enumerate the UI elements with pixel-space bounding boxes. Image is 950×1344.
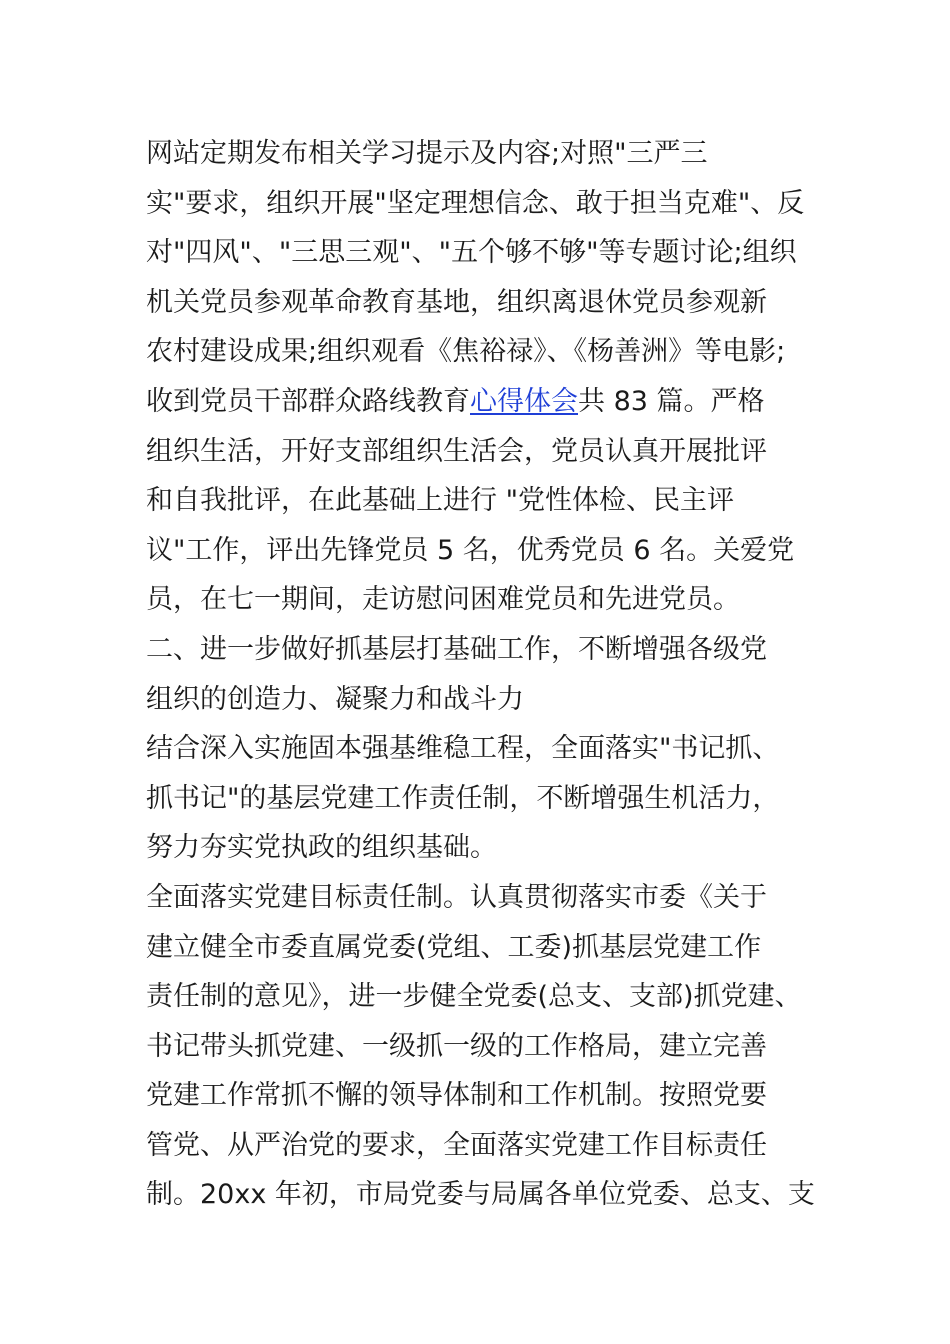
text-line: 党建工作常抓不懈的领导体制和工作机制。按照党要 xyxy=(146,1080,767,1112)
text-line: 书记带头抓党建、一级抓一级的工作格局，建立完善 xyxy=(146,1030,767,1062)
section-heading-line: 二、进一步做好抓基层打基础工作，不断增强各级党 xyxy=(146,633,767,665)
text-line: 责任制的意见》，进一步健全党委(总支、支部)抓党建、 xyxy=(146,981,802,1013)
text-segment: 共 83 篇。严格 xyxy=(578,385,765,417)
text-line: 员，在七一期间，走访慰问困难党员和先进党员。 xyxy=(146,584,740,616)
text-line: 努力夯实党执政的组织基础。 xyxy=(146,832,497,864)
text-line: 建立健全市委直属党委(党组、工委)抓基层党建工作 xyxy=(146,931,762,963)
text-line: 网站定期发布相关学习提示及内容;对照"三严三 xyxy=(146,138,708,169)
text-line: 组织生活，开好支部组织生活会，党员认真开展批评 xyxy=(146,435,767,467)
text-line-with-link xyxy=(146,377,816,427)
text-line: 全面落实党建目标责任制。认真贯彻落实市委《关于 xyxy=(146,881,767,913)
text-line: 实"要求，组织开展"坚定理想信念、敢于担当克难"、反 xyxy=(146,187,805,219)
text-line: 农村建设成果;组织观看《焦裕禄》、《杨善洲》等电影; xyxy=(146,336,786,368)
text-line: 管党、从严治党的要求，全面落实党建工作目标责任 xyxy=(146,1129,767,1161)
text-line: 结合深入实施固本强基维稳工程，全面落实"书记抓、 xyxy=(146,733,780,765)
text-line: 和自我批评，在此基础上进行 "党性体检、民主评 xyxy=(146,485,735,517)
text-segment: 收到党员干部群众路线教育 xyxy=(146,385,470,417)
section-heading-line: 组织的创造力、凝聚力和战斗力 xyxy=(146,683,524,715)
xinde-tihui-link[interactable]: 心得体会 xyxy=(470,385,578,417)
text-line: 机关党员参观革命教育基地，组织离退休党员参观新 xyxy=(146,286,767,318)
text-line: 抓书记"的基层党建工作责任制，不断增强生机活力， xyxy=(146,782,780,814)
document-body xyxy=(146,129,816,1220)
text-line: 制。20xx 年初，市局党委与局属各单位党委、总支、支 xyxy=(146,1179,815,1211)
text-line: 议"工作，评出先锋党员 5 名，优秀党员 6 名。关爱党 xyxy=(146,534,795,566)
text-line: 对"四风"、"三思三观"、"五个够不够"等专题讨论;组织 xyxy=(146,237,797,269)
